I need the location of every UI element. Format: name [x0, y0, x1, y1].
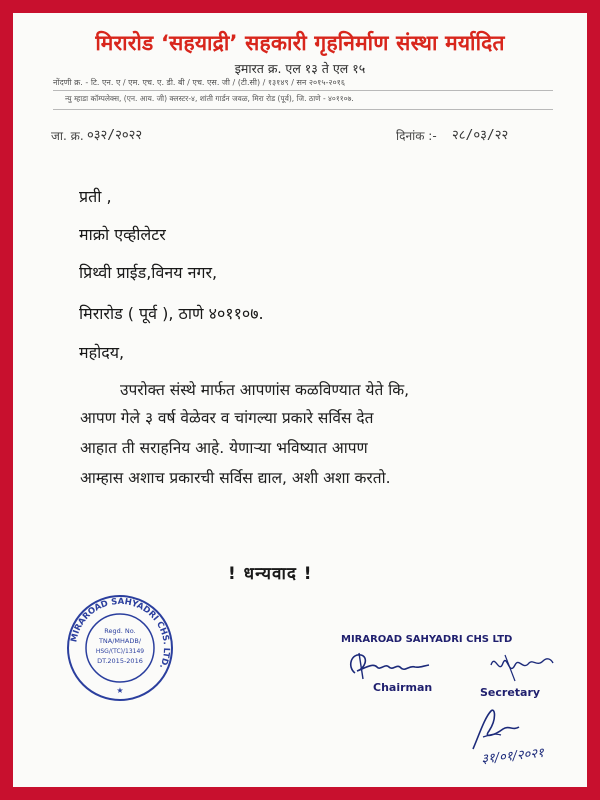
body-line-4: आम्हास अशाच प्रकारची सर्विस द्याल, अशी अशा करतो. [80, 469, 391, 487]
header-divider-top [53, 90, 553, 91]
recipient-address-2: मिरारोड ( पूर्व ), ठाणे ४०११०७. [79, 304, 264, 323]
stamp-line-2: TNA/MHADB/ [98, 637, 142, 645]
stamp-line-1: Regd. No. [104, 627, 136, 635]
recipient-address-1: प्रिथ्वी प्राईड,विनय नगर, [79, 263, 218, 282]
thanks-line: ! धन्यवाद ! [228, 564, 313, 584]
stamp-star-icon: ★ [116, 686, 124, 695]
handwritten-date: ३१/०१/२०२१ [480, 745, 545, 768]
stamp-line-3: HSG/(TC)/13149 [95, 648, 145, 655]
reference-label: जा. क्र. [51, 129, 84, 143]
header-divider-bottom [53, 109, 553, 110]
secretary-label: Secretary [480, 686, 541, 699]
recipient-name: माक्रो एव्हीलेटर [79, 225, 166, 244]
recipient-prefix: प्रती , [79, 187, 112, 206]
body-line-2: आपण गेले ३ वर्ष वेळेवर व चांगल्या प्रकारे सर्विस देत [80, 409, 374, 427]
letter-paper [13, 13, 587, 787]
society-signature-heading: MIRAROAD SAHYADRI CHS LTD [341, 634, 513, 645]
stamp-line-4: DT.2015-2016 [97, 657, 143, 665]
greeting: महोदय, [79, 343, 125, 362]
address-line: न्यु म्हाडा कॉम्पलेक्स, (एन. आय. जी) क्लस्टर-४, शांती गार्डन जवळ, मिरा रोड (पूर्व), जि. ठाणे - ४०११०७. [65, 94, 354, 103]
reference-number: ०३२/२०२२ [87, 128, 143, 143]
secretary-signature [485, 645, 555, 685]
stamp-outer-text: MIRAROAD SAHYADRI CHS. LTD. [69, 596, 172, 670]
body-line-1: उपरोक्त संस्थे मार्फत आपणांस कळविण्यात येते कि, [120, 381, 410, 399]
org-name-heading: मिरारोड ‘सहयाद्री’ सहकारी गृहनिर्माण संस्था मर्यादित [95, 31, 505, 55]
society-stamp [65, 593, 175, 703]
date-value: २८/०३/२२ [452, 128, 509, 143]
registration-line: नोंदणी क्र. - टि. एन. ए / एम. एच. ए. डी. बी / एच. एस. जी / (टी.सी) / १३१४९ / सन २०१५-२०१६ [53, 78, 346, 87]
chairman-label: Chairman [373, 681, 433, 694]
date-label: दिनांक :- [396, 129, 437, 143]
building-numbers: इमारत क्र. एल १३ ते एल १५ [234, 61, 366, 76]
body-line-3: आहात ती सराहनिय आहे. येणाऱ्या भविष्यात आपण [80, 439, 368, 457]
chairman-signature [343, 645, 433, 685]
